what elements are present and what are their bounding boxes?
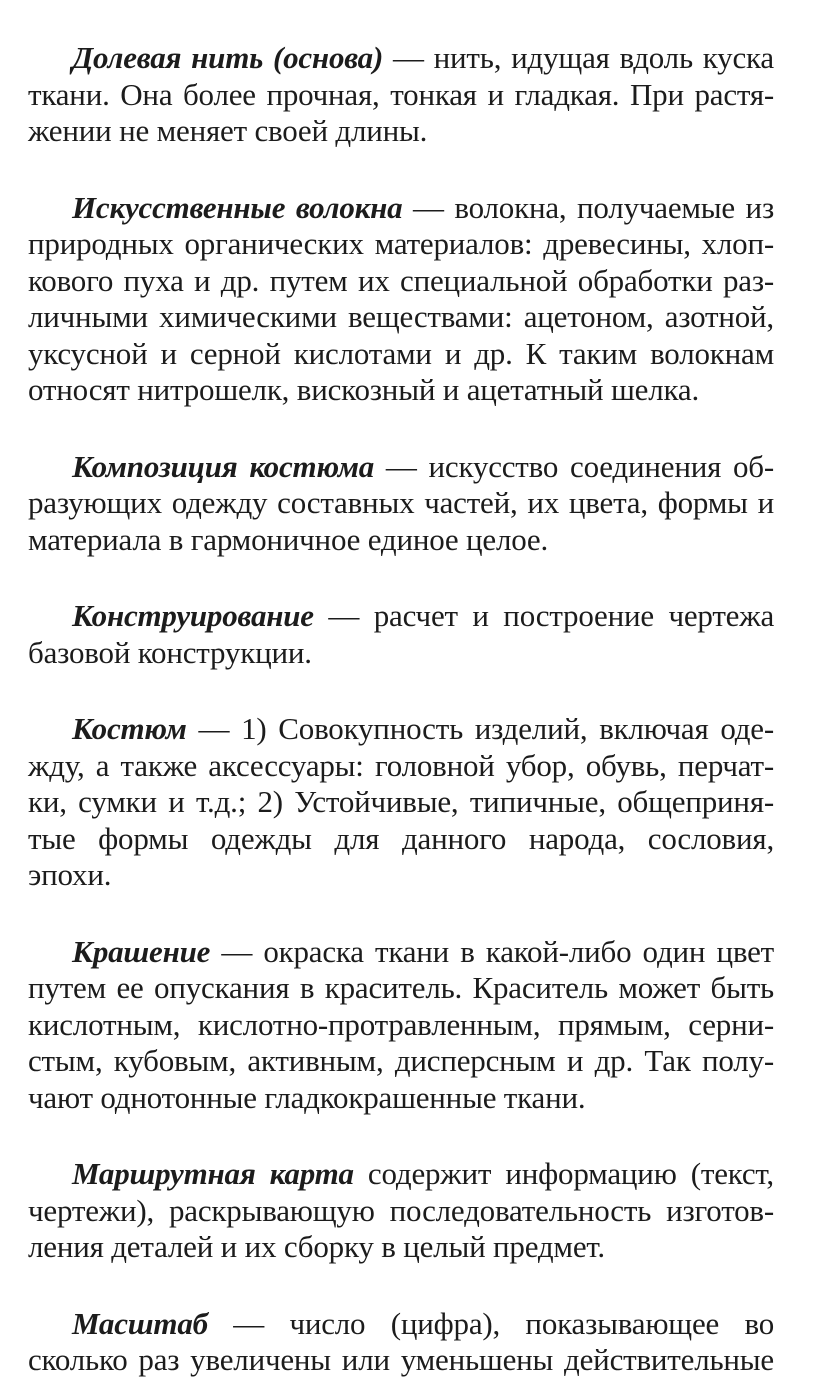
- text-line: тые формы одежды для данного народа, сословия,: [28, 820, 774, 856]
- text-line: личными химическими веществами: ацетоном, азотной,: [28, 299, 774, 334]
- definition-text: — число (цифра), показывающее во: [207, 1305, 774, 1341]
- text-line: жду, а также аксессуары: головной убор, обувь, перчат-: [28, 747, 774, 783]
- text-line: [28, 934, 774, 971]
- text-line: материала в гармоничное единое целое.: [28, 521, 549, 557]
- entry-term: Масштаб: [72, 1305, 208, 1341]
- text-line: эпохи.: [28, 857, 112, 892]
- text-line: путем ее опускания в краситель. Краситель может быть: [28, 970, 774, 1005]
- text-line: ткани. Она более прочная, тонкая и гладкая. При растя-: [28, 76, 774, 112]
- text-line: разующих одежду составных частей, их цвета, формы и: [28, 485, 774, 520]
- text-line: относят нитрошелк, вискозный и ацетатный шелка.: [28, 372, 699, 407]
- definition-text: — окраска ткани в какой-либо один цвет: [210, 933, 774, 969]
- glossary-entry: [28, 711, 774, 894]
- text-line: чертежи), раскрывающую последовательность изготов-: [28, 1192, 774, 1228]
- glossary-entry: [28, 1156, 774, 1266]
- definition-text: — искусство соединения об-: [374, 448, 774, 484]
- definition-text: — нить, идущая вдоль куска: [383, 40, 774, 75]
- text-line: кового пуха и др. путем их специальной обработки раз-: [28, 262, 774, 298]
- text-line: [28, 1156, 774, 1193]
- text-line: [28, 190, 774, 227]
- definition-text: содержит информацию (текст,: [353, 1156, 774, 1191]
- glossary-entry: [28, 449, 774, 559]
- text-line: [28, 598, 774, 635]
- entry-term: Крашение: [72, 933, 211, 969]
- entry-term: Долевая нить (основа): [72, 40, 384, 75]
- glossary-entry: [28, 934, 774, 1117]
- text-line: стым, кубовым, активным, дисперсным и др. Так полу-: [28, 1043, 774, 1078]
- glossary-entry: [28, 1306, 774, 1379]
- glossary-entry: [28, 598, 774, 671]
- entry-term: Искусственные волокна: [72, 189, 403, 225]
- glossary-entry: [28, 190, 774, 409]
- text-line: ления деталей и их сборку в целый предмет.: [28, 1229, 605, 1264]
- text-line: ки, сумки и т.д.; 2) Устойчивые, типичные, общеприня-: [28, 784, 774, 819]
- text-line: природных органических материалов: древесины, хлоп-: [28, 226, 774, 261]
- entry-term: Маршрутная карта: [72, 1156, 354, 1191]
- text-line: [28, 711, 774, 748]
- definition-text: — 1) Совокупность изделий, включая оде-: [186, 711, 774, 746]
- text-line: уксусной и серной кислотами и др. К таким волокнам: [28, 335, 774, 371]
- text-line: жении не меняет своей длины.: [28, 113, 428, 148]
- text-line: [28, 449, 774, 486]
- text-line: сколько раз увеличены или уменьшены действительные: [28, 1342, 774, 1377]
- entry-term: Конструирование: [72, 598, 314, 633]
- text-line: базовой конструкции.: [28, 634, 312, 670]
- glossary-entry: [28, 40, 774, 150]
- definition-text: — расчет и построение чертежа: [313, 598, 774, 633]
- text-line: чают однотонные гладкокрашенные ткани.: [28, 1079, 586, 1115]
- entry-term: Костюм: [72, 711, 187, 746]
- text-line: кислотным, кислотно-протравленным, прямым, серни-: [28, 1006, 774, 1042]
- entry-term: Композиция костюма: [72, 448, 375, 484]
- text-column: [28, 40, 774, 1379]
- text-line: [28, 40, 774, 77]
- definition-text: — волокна, получаемые из: [402, 189, 774, 225]
- text-line: [28, 1306, 774, 1343]
